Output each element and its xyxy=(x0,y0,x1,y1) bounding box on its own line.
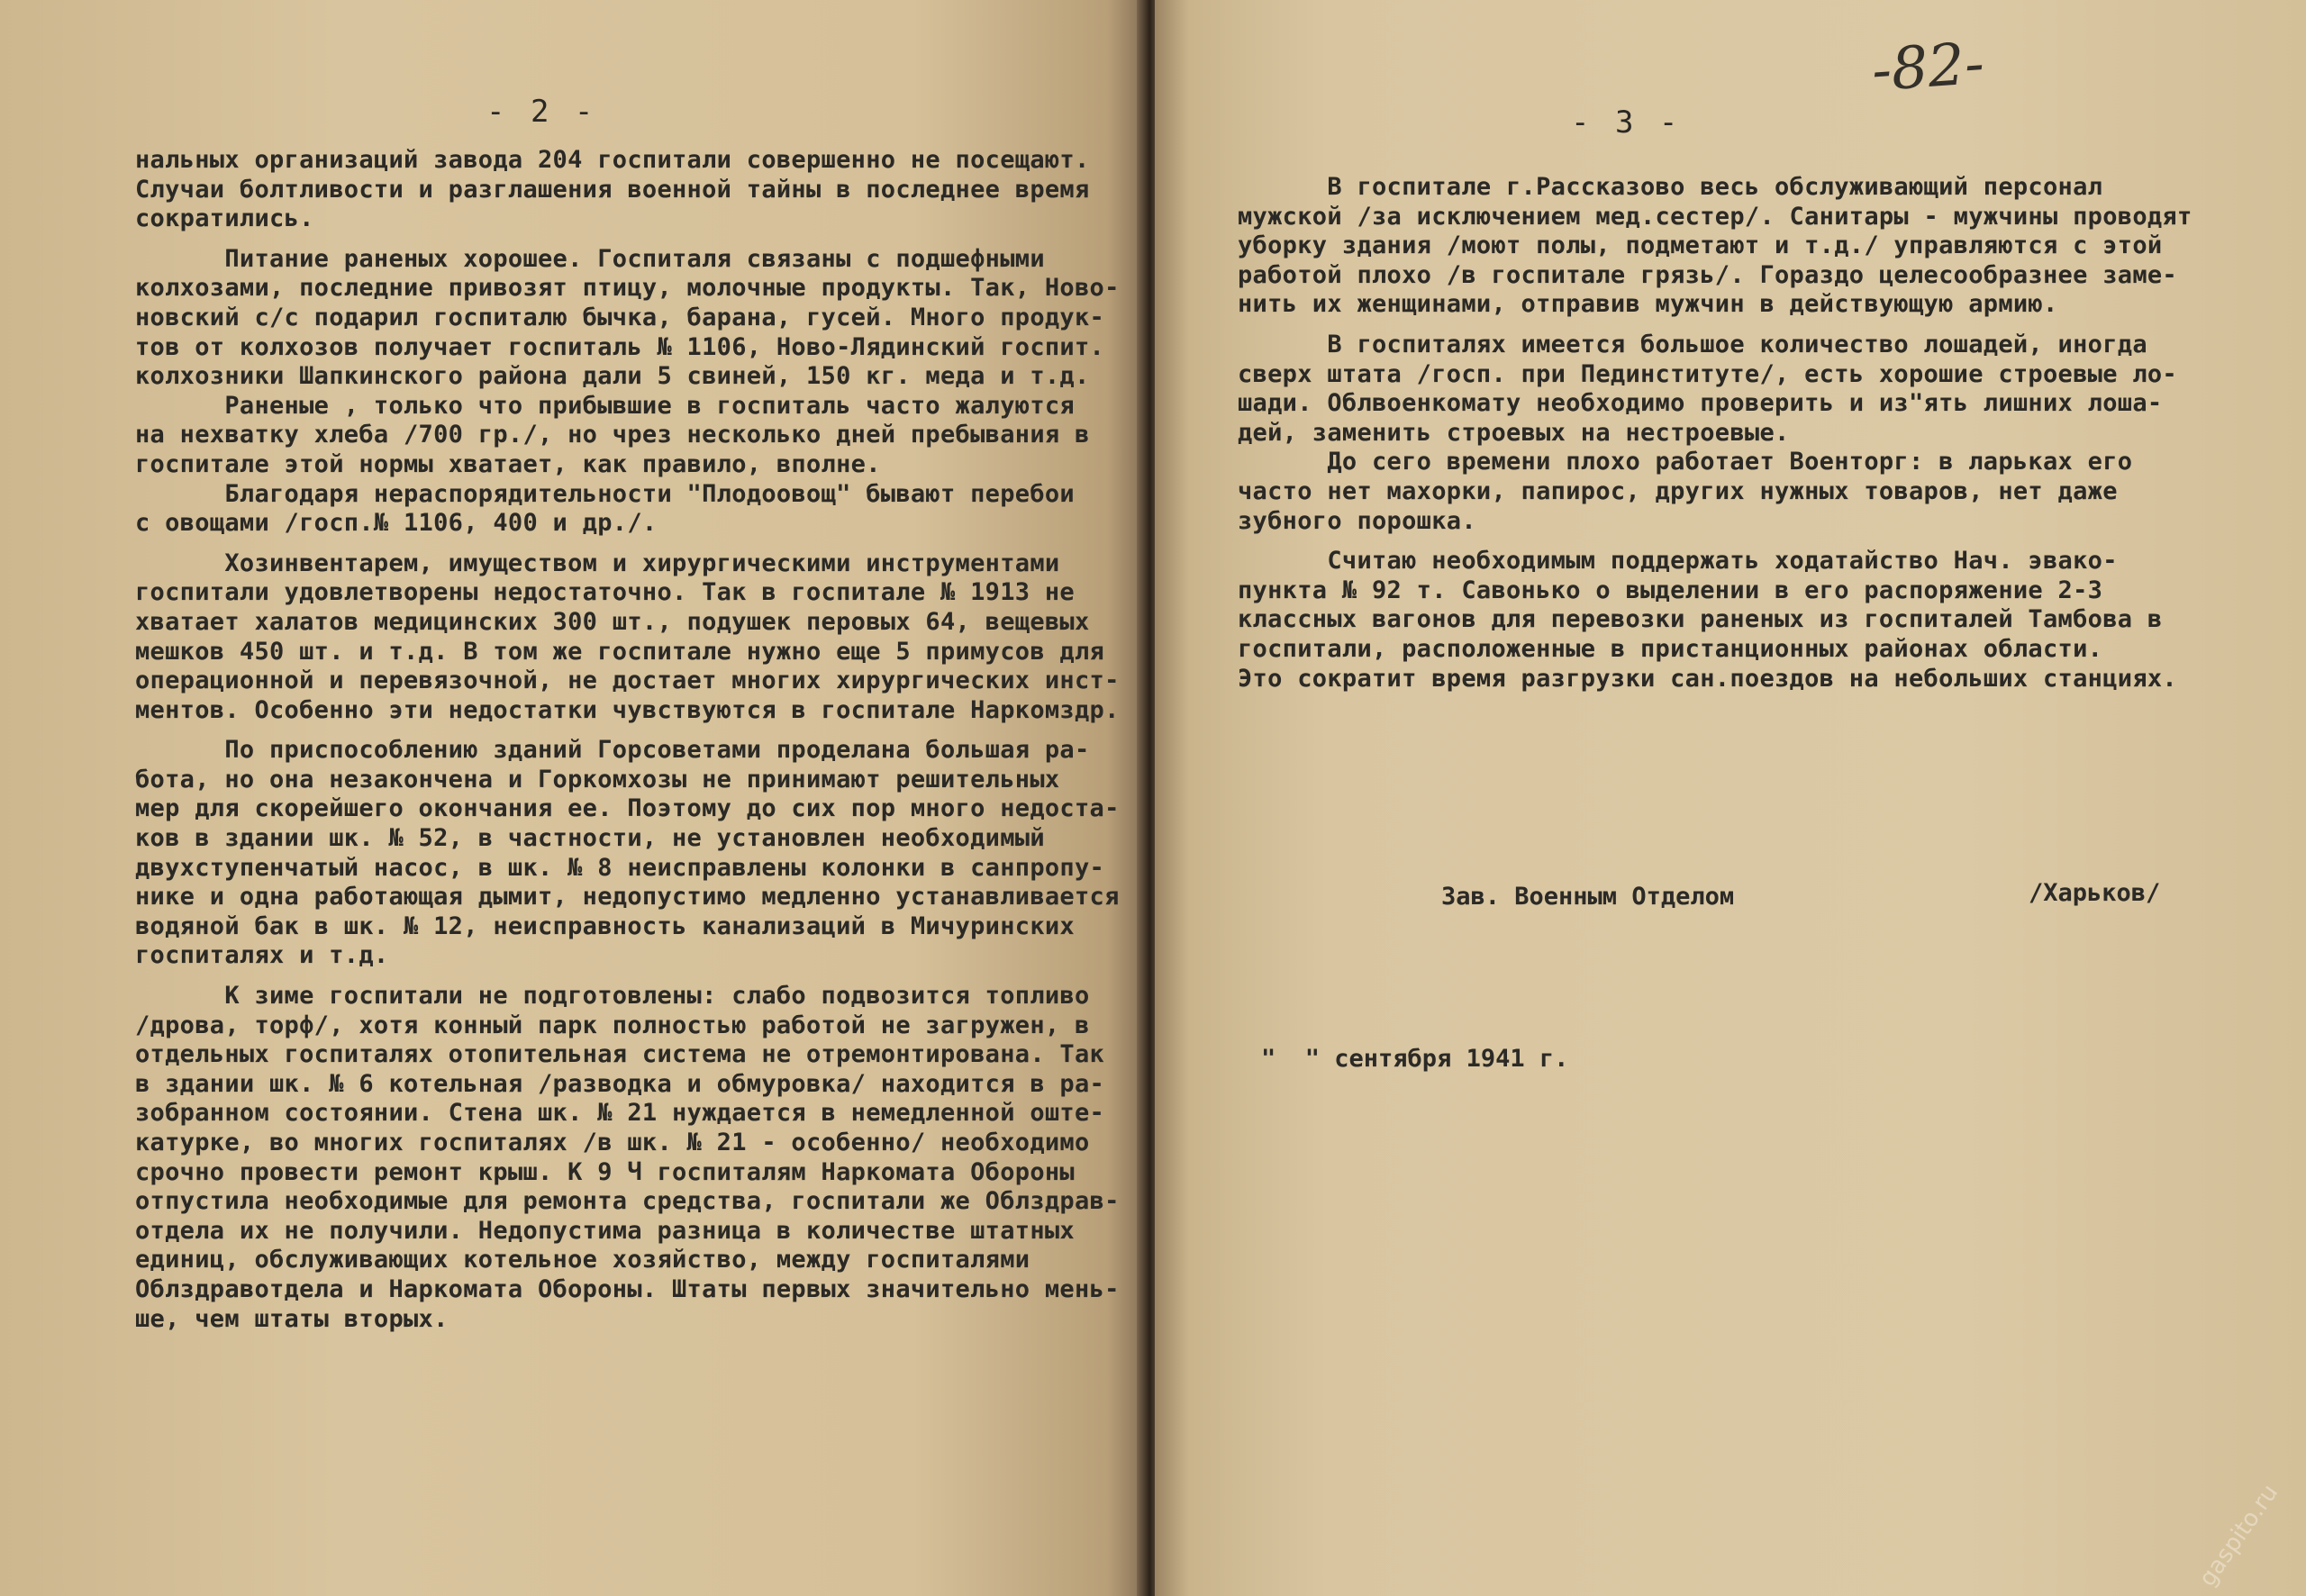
text-line: с овощами /госп.№ 1106, 400 и др./. xyxy=(135,509,658,538)
right-page xyxy=(1155,0,2306,1596)
text-line: госпитале этой нормы хватает, как правило, вполне. xyxy=(135,449,881,478)
text-line: нике и одна работающая дымит, недопустимо медленно устанавливается xyxy=(135,883,1120,911)
text-line: По приспособлению зданий Горсоветами проделана большая ра- xyxy=(135,736,1090,765)
text-line: пункта № 92 т. Савонько о выделении в его распоряжение 2-3 xyxy=(1238,576,2103,604)
text-line: В госпитале г.Рассказово весь обслуживающий персонал xyxy=(1238,173,2103,201)
text-line: двухступенчатый насос, в шк. № 8 неисправлены колонки в санпропу- xyxy=(135,853,1105,882)
text-line: нальных организаций завода 204 госпитали совершенно не посещают. xyxy=(135,146,1090,174)
text-line: нить их женщинами, отправив мужчин в действующую армию. xyxy=(1238,290,2058,319)
text-line: новский с/с подарил госпиталю бычка, барана, гусей. Много продук- xyxy=(135,303,1105,331)
text-line: работой плохо /в госпитале грязь/. Гораздо целесообразнее заме- xyxy=(1238,260,2177,289)
text-line: мер для скорейшего окончания ее. Поэтому до сих пор много недоста- xyxy=(135,794,1120,823)
left-page-number: - 2 - xyxy=(486,94,597,130)
text-line: колхозники Шапкинского района дали 5 свиней, 150 кг. меда и т.д. xyxy=(135,362,1090,391)
text-line: колхозами, последние привозят птицу, молочные продукты. Так, Ново- xyxy=(135,274,1120,303)
text-line: операционной и перевязочной, не достает многих хирургических инст- xyxy=(135,667,1120,695)
right-page-body xyxy=(1238,173,2193,694)
left-page-body xyxy=(135,146,1120,1334)
text-line: ше, чем штаты вторых. xyxy=(135,1304,449,1333)
text-line: госпиталях и т.д. xyxy=(135,941,389,970)
text-line: Хозинвентарем, имуществом и хирургическими инструментами xyxy=(135,549,1060,577)
text-line: ментов. Особенно эти недостатки чувствуются в госпитале Наркомздр. xyxy=(135,695,1120,724)
text-line: в здании шк. № 6 котельная /разводка и обмуровка/ находится в ра- xyxy=(135,1069,1105,1098)
text-line: водяной бак в шк. № 12, неисправность канализаций в Мичуринских xyxy=(135,911,1075,940)
document-date: " " сентября 1941 г. xyxy=(1261,1045,1569,1073)
text-line: шади. Облвоенкомату необходимо проверить и из"ять лишних лоша- xyxy=(1238,389,2163,418)
text-line: единиц, обслуживающих котельное хозяйство, между госпиталями xyxy=(135,1246,1030,1274)
text-line: мешков 450 шт. и т.д. В том же госпитале нужно еще 5 примусов для xyxy=(135,637,1105,666)
signature-title: Зав. Военным Отделом xyxy=(1441,883,1735,911)
text-line: катурке, во многих госпиталях /в шк. № 21 - особенно/ необходимо xyxy=(135,1129,1090,1156)
text-line: В госпиталях имеется большое количество лошадей, иногда xyxy=(1238,330,2147,358)
text-line: Облздравотдела и Наркомата Обороны. Штаты первых значительно мень- xyxy=(135,1274,1120,1303)
text-line: госпитали, расположенные в пристанционных районах области. xyxy=(1238,634,2103,663)
text-line: /дрова, торф/, хотя конный парк полностью работой не загружен, в xyxy=(135,1011,1090,1039)
text-line: ков в здании шк. № 52, в частности, не установлен необходимый xyxy=(135,824,1045,853)
text-line: бота, но она незакончена и Горкомхозы не принимают решительных xyxy=(135,765,1060,793)
handwritten-archive-number: -82- xyxy=(1869,30,1987,105)
text-line: отдельных госпиталях отопительная система не отремонтирована. Так xyxy=(135,1040,1105,1069)
text-line: Считаю необходимым поддержать ходатайство Нач. эвако- xyxy=(1238,547,2118,576)
text-line: сверх штата /госп. при Пединституте/, есть хорошие строевые ло- xyxy=(1238,359,2177,388)
paragraph-gap xyxy=(135,971,1120,982)
text-line: часто нет махорки, папирос, других нужных товаров, нет даже xyxy=(1238,476,2118,505)
text-line: мужской /за исключением мед.сестер/. Санитары - мужчины проводят xyxy=(1238,202,2193,231)
text-line: Это сократит время разгрузки сан.поездов на небольших станциях. xyxy=(1238,664,2177,693)
text-line: зобранном состоянии. Стена шк. № 21 нуждается в немедленной оште- xyxy=(135,1099,1105,1128)
text-line: сократились. xyxy=(135,204,314,233)
text-line: классных вагонов для перевозки раненых из госпиталей Тамбова в xyxy=(1238,605,2163,634)
text-line: уборку здания /моют полы, подметают и т.д./ управляются с этой xyxy=(1238,231,2163,260)
watermark: gaspito.ru xyxy=(2193,1479,2284,1592)
text-line: дей, заменить строевых на нестроевые. xyxy=(1238,418,1790,447)
paragraph-gap xyxy=(135,234,1120,245)
text-line: отдела их не получили. Недопустима разница в количестве штатных xyxy=(135,1216,1075,1245)
text-line: К зиме госпитали не подготовлены: слабо подвозится топливо xyxy=(135,982,1090,1011)
text-line: Благодаря нераспорядительности "Плодоовощ" бывают перебои xyxy=(135,479,1075,508)
text-line: госпитали удовлетворены недостаточно. Так в госпитале № 1913 не xyxy=(135,578,1075,607)
text-line: Питание раненых хорошее. Госпиталя связаны с подшефными xyxy=(135,244,1045,273)
text-line: отпустила необходимые для ремонта средства, госпитали же Облздрав- xyxy=(135,1187,1120,1216)
paragraph-gap xyxy=(1238,320,2193,331)
paragraph-gap xyxy=(1238,536,2193,547)
paragraph-gap xyxy=(135,725,1120,736)
text-line: срочно провести ремонт крыш. К 9 Ч госпиталям Наркомата Обороны xyxy=(135,1157,1075,1186)
text-line: хватает халатов медицинских 300 шт., подушек перовых 64, вещевых xyxy=(135,607,1090,636)
text-line: Случаи болтливости и разглашения военной тайны в последнее время xyxy=(135,175,1090,204)
signature-name: /Харьков/ xyxy=(2029,879,2161,907)
text-line: Раненые , только что прибывшие в госпиталь часто жалуются xyxy=(135,391,1075,420)
text-line: зубного порошка. xyxy=(1238,506,1476,535)
paragraph-gap xyxy=(135,539,1120,549)
right-page-number: - 3 - xyxy=(1571,104,1682,141)
text-line: До сего времени плохо работает Военторг: в ларьках его xyxy=(1238,448,2133,476)
text-line: тов от колхозов получает госпиталь № 1106, Ново-Лядинский госпит. xyxy=(135,332,1105,361)
text-line: на нехватку хлеба /700 гр./, но чрез несколько дней пребывания в xyxy=(135,421,1090,449)
left-page xyxy=(0,0,1142,1596)
